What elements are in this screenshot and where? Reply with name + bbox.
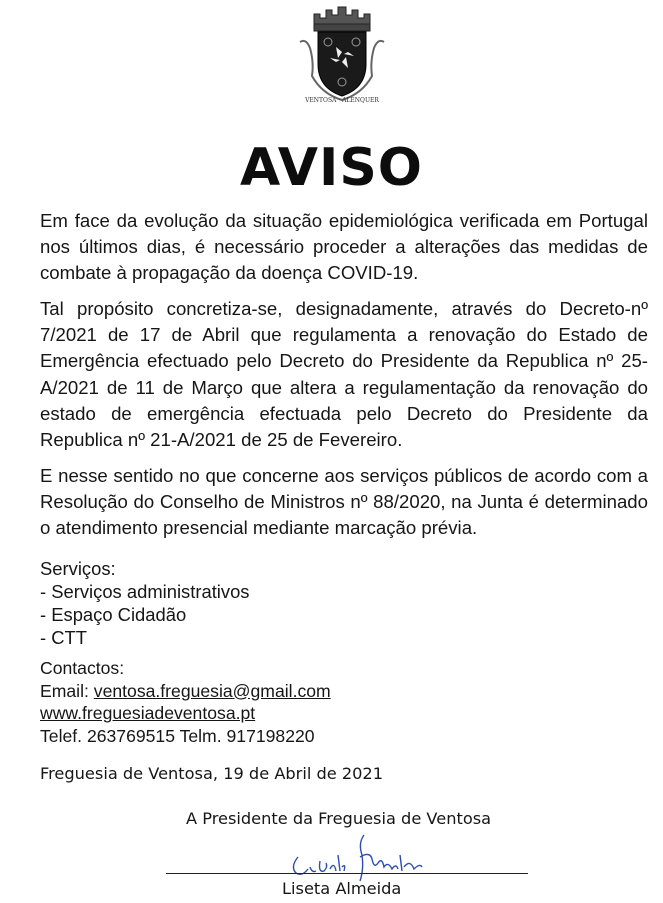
services-heading: Serviços: — [40, 558, 116, 579]
handwritten-signature — [280, 833, 440, 883]
crest-motto: VENTOSA · ALENQUER — [305, 97, 379, 104]
coat-of-arms-logo — [292, 2, 392, 104]
paragraph-services-policy: E nesse sentido no que concerne aos serviços públicos de acordo com a Resolução do Conselho de Ministros nº 88/2020, na Junta é determinado o atendimento presencial mediante marcação prévia. — [40, 465, 648, 539]
service-item: - Espaço Cidadão — [40, 604, 187, 625]
service-item: - Serviços administrativos — [40, 581, 250, 602]
email-link[interactable]: ventosa.freguesia@gmail.com — [93, 680, 331, 701]
signature-line — [166, 873, 528, 874]
paragraph-situation: Em face da evolução da situação epidemiológica verificada em Portugal nos últimos dias, é necessário proceder a alterações das medidas de combate à propagação da doença COVID-19. — [40, 210, 648, 284]
contacts-heading: Contactos: — [40, 658, 125, 678]
service-item: - CTT — [40, 627, 87, 648]
email-label: Email: — [40, 680, 94, 701]
page-title: AVISO — [240, 138, 423, 198]
services-list — [40, 557, 250, 649]
phone-numbers: Telef. 263769515 Telm. 917198220 — [40, 725, 315, 746]
email-line — [40, 680, 331, 703]
signatory-name: Liseta Almeida — [282, 879, 402, 898]
paragraph-decree: Tal propósito concretiza-se, designadamente, através do Decreto-nº 7/2021 de 17 de Abril que regulamenta a renovação do Estado de Emergência efectuado pelo Decreto do Presidente da Republica nº 25-A/2021 de 11 de Março que altera a regulamentação da renovação do estado de emergência efectuada pelo Decreto do Presidente da Republica nº 21-A/2021 de 25 de Fevereiro. — [40, 298, 648, 451]
website-link[interactable]: www.freguesiadeventosa.pt — [40, 703, 256, 723]
contacts-block — [40, 657, 331, 747]
signatory-role: A Presidente da Freguesia de Ventosa — [186, 809, 492, 828]
date-line: Freguesia de Ventosa, 19 de Abril de 2021 — [40, 764, 384, 783]
